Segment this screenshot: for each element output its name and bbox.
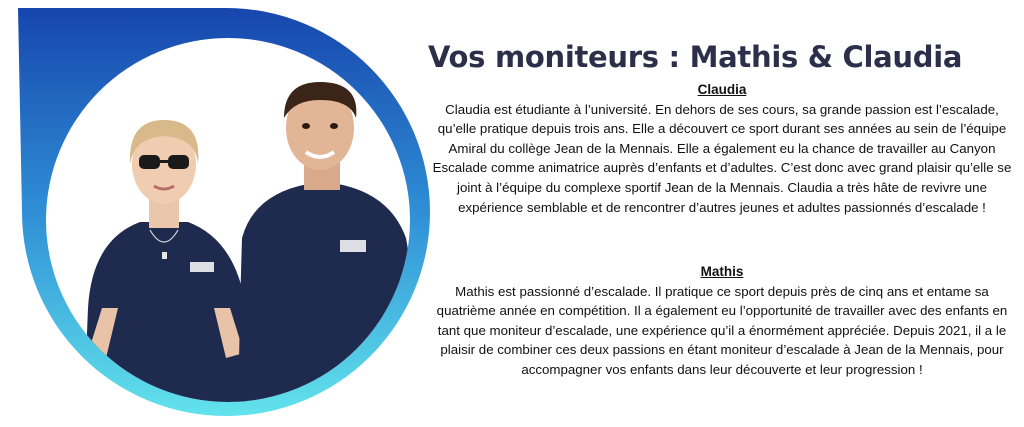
- section-name-claudia: Claudia: [697, 82, 747, 97]
- section-text-mathis: Mathis est passionné d’escalade. Il pratique ce sport depuis près de cinq ans et entame sa quatrième année en compétition. Il a également eu l’opportunité de travailler avec des enfants en tant que moniteur d’escalade, une expérience qu’il a énormément appréciée. Depuis 2021, il a le plaisir de combiner ces deux passions en étant moniteur d’escalade à Jean de la Mennais, pour accompagner vos enfants dans leur découverte et leur progression !: [436, 283, 1008, 377]
- section-name-mathis: Mathis: [700, 264, 744, 279]
- section-claudia: [428, 80, 1016, 217]
- section-text-claudia: Claudia est étudiante à l’université. En dehors de ses cours, sa grande passion est l’escalade, qu’elle pratique depuis trois ans. Elle a découvert ce sport durant ses années au sein de l’équipe Amiral du collège Jean de la Mennais. Elle a également eu la chance de travailler au Canyon Escalade comme animatrice auprès d’enfants et d’adultes. C’est donc avec grand plaisir qu’elle se joint à l’équipe du complexe sportif Jean de la Mennais. Claudia a très hâte de revivre une expérience semblable et de rencontrer d’autres jeunes et adultes passionnés d’escalade !: [432, 101, 1012, 215]
- section-mathis: [428, 262, 1016, 380]
- page-title: Vos moniteurs : Mathis & Claudia: [428, 40, 963, 74]
- instructors-photo: [18, 8, 433, 418]
